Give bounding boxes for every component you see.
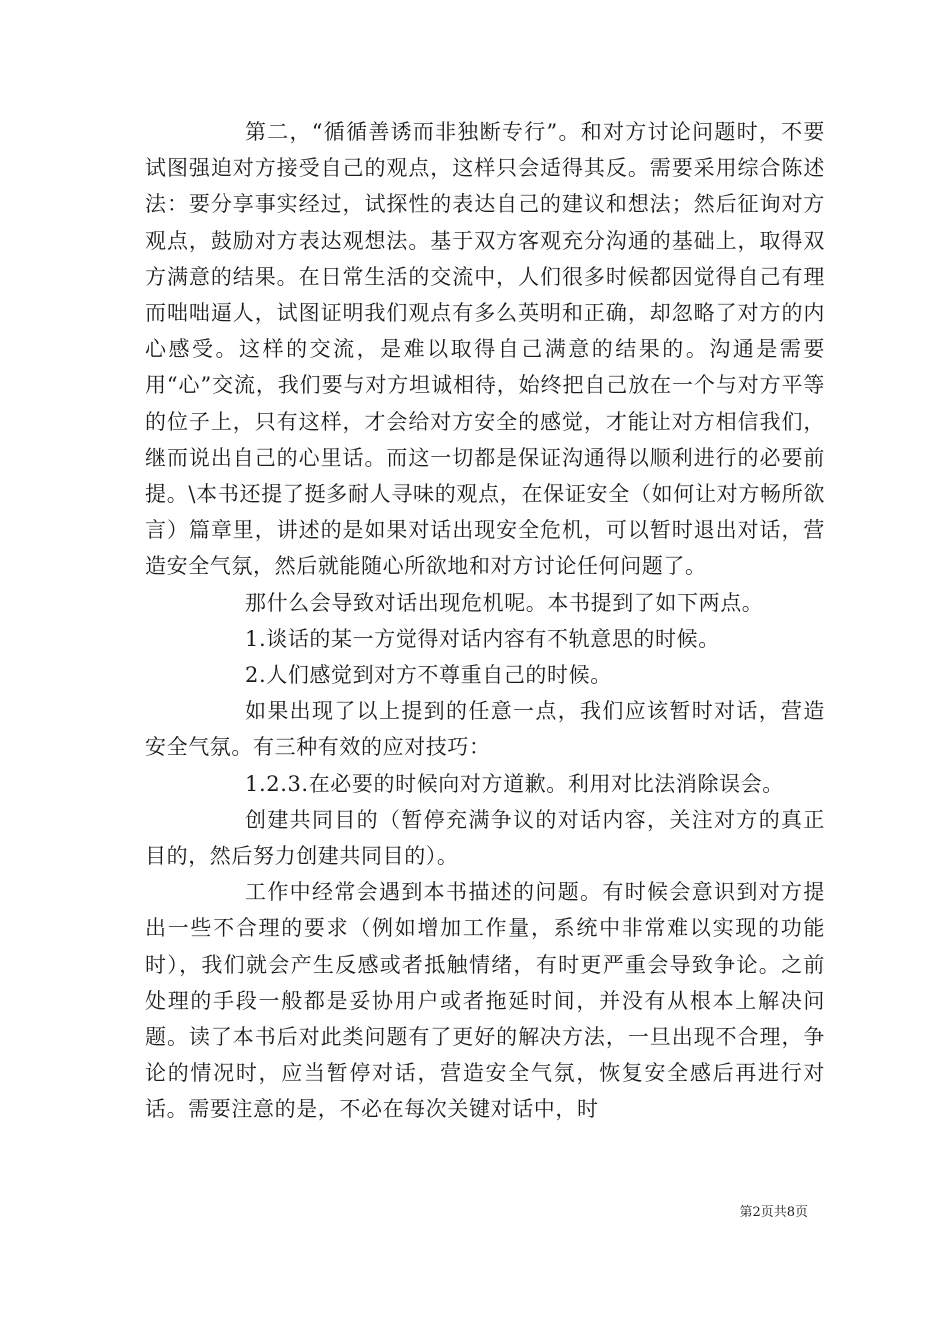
paragraph-3: 1.谈话的某一方觉得对话内容有不轨意思的时候。: [245, 626, 720, 651]
document-body: [145, 114, 825, 1128]
paragraph-6: 1.2.3.在必要的时候向对方道歉。利用对比法消除误会。: [245, 771, 784, 796]
paragraph-8: 工作中经常会遇到本书描述的问题。有时候会意识到对方提出一些不合理的要求（例如增加工作量，系统中非常难以实现的功能时），我们就会产生反感或者抵触情绪，有时更严重会导致争论。之前处理的手段一般都是妥协用户或者拖延时间，并没有从根本上解决问题。读了本书后对此类问题有了更好的解决方法，一旦出现不合理，争论的情况时，应当暂停对话，营造安全气氛，恢复安全感后再进行对话。需要注意的是，不必在每次关键对话中，时: [145, 880, 825, 1122]
page-number-footer: 第2页共8页: [739, 1205, 808, 1220]
paragraph-4: 2.人们感觉到对方不尊重自己的时候。: [245, 663, 612, 688]
paragraph-7: 创建共同目的（暂停充满争议的对话内容，关注对方的真正目的，然后努力创建共同目的）。: [145, 807, 825, 869]
paragraph-1: 第二，“循循善诱而非独断专行”。和对方讨论问题时，不要试图强迫对方接受自己的观点，这样只会适得其反。需要采用综合陈述法：要分享事实经过，试探性的表达自己的建议和想法；然后征询对方观点，鼓励对方表达观想法。基于双方客观充分沟通的基础上，取得双方满意的结果。在日常生活的交流中，人们很多时候都因觉得自己有理而咄咄逼人，试图证明我们观点有多么英明和正确，却忽略了对方的内心感受。这样的交流，是难以取得自己满意的结果的。沟通是需要用“心”交流，我们要与对方坦诚相待，始终把自己放在一个与对方平等的位子上，只有这样，才会给对方安全的感觉，才能让对方相信我们，继而说出自己的心里话。而这一切都是保证沟通得以顺利进行的必要前提。\本书还提了挺多耐人寻味的观点，在保证安全（如何让对方畅所欲言）篇章里，讲述的是如果对话出现安全危机，可以暂时退出对话，营造安全气氛，然后就能随心所欲地和对方讨论任何问题了。: [145, 120, 825, 579]
paragraph-2: 那什么会导致对话出现危机呢。本书提到了如下两点。: [245, 590, 764, 615]
paragraph-5: 如果出现了以上提到的任意一点，我们应该暂时对话，营造安全气氛。有三种有效的应对技巧：: [145, 699, 825, 760]
